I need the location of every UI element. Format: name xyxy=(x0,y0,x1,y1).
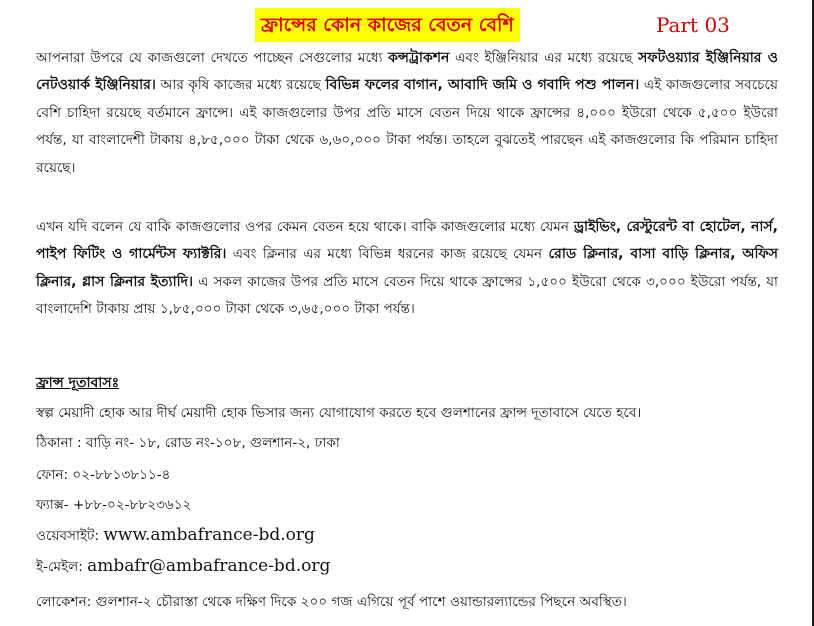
paragraph-text: এখন যদি বলেন যে বাকি কাজগুলোর ওপর কেমন বেতন হয়ে থাকে। বাকি কাজগুলোর মধ্যে যেমন xyxy=(36,219,574,235)
paragraph-text: আপনারা উপরে যে কাজগুলো দেখতে পাচ্ছেন সেগুলোর মধ্যে xyxy=(36,50,389,66)
highlight-construction: কন্সট্রাকশন xyxy=(388,50,450,66)
email-label: ই-মেইল: xyxy=(36,559,88,575)
embassy-fax: ফ্যাক্স- +৮৮-০২-৮৮২৩৬১২ xyxy=(36,497,192,513)
embassy-address: ঠিকানা : বাড়ি নং- ১৮, রোড নং-১০৮, গুলশান-২, ঢাকা xyxy=(36,435,340,451)
embassy-location: লোকেশন: গুলশান-২ চৌরাস্তা থেকে দক্ষিণ দিকে ২০০ গজ এগিয়ে পূর্ব পাশে ওয়ান্ডারল্যান্ডের পিছনে অবস্থিত। xyxy=(36,594,627,610)
highlight-agriculture-jobs: বিভিন্ন ফলের বাগান, আবাদি জমি ও গবাদি পশু পালন। xyxy=(325,77,640,94)
embassy-email-row xyxy=(36,552,330,581)
page-title: ফ্রান্সের কোন কাজের বেতন বেশি xyxy=(255,8,520,42)
paragraph-text: এ সকল কাজের উপর প্রতি মাসে বেতন দিয়ে থাকে ফ্রান্সের ১,৫০০ ইউরো থেকে ৩,০০০ ইউরো পর্যন্ত, যা বাংলাদেশি টাকায় প্রায় ১,৮৫,০০০ টাকা থেকে ৩,৬৫,০০০ টাকা পর্যন্ত। xyxy=(36,273,778,318)
paragraph-text: এবং ইঞ্জিনিয়ার এর মধ্যে রয়েছে xyxy=(449,50,639,66)
part-label: Part 03 xyxy=(656,13,730,37)
email-link[interactable]: ambafr@ambafrance-bd.org xyxy=(87,556,331,576)
highlight-cleaner-jobs: রোড ক্লিনার, বাসা বাড়ি ক্লিনার, অফিস ক্লিনার, গ্লাস ক্লিনার ইত্যাদি। xyxy=(36,246,779,290)
highlight-service-jobs: ড্রাইভিং, রেস্টুরেন্ট বা হোটেল, নার্স, পাইপ ফিটিং ও গার্মেন্টস ফ্যাক্টরি। xyxy=(36,219,778,263)
embassy-visa-note: স্বল্প মেয়াদী হোক আর দীর্ঘ মেয়াদী হোক ভিসার জন্য যোগাযোগ করতে হবে গুলশানের ফ্রান্স দূতাবাসে যেতে হবে। xyxy=(36,405,642,421)
paragraph-high-demand-jobs xyxy=(36,45,778,182)
paragraph-text: এই কাজগুলোর সবচেয়ে বেশি চাহিদা রয়েছে বর্তমানে ফ্রান্সে। এই কাজগুলোর উপর প্রতি মাসে বেতন দিয়ে থাকে ফ্রান্সের ৪,০০০ ইউরো থেকে ৫,৫০০ ইউরো পর্যন্ত, যা বাংলাদেশী টাকায় ৪,৮৫,০০০ টাকা থেকে ৬,৬০,০০০ টাকা পর্যন্ত। তাহলে বুঝতেই পারছেন এই কাজগুলোর কি পরিমান চাহিদা রয়েছে। xyxy=(36,77,778,176)
embassy-heading: ফ্রান্স দূতাবাসঃ xyxy=(36,375,120,391)
paragraph-other-jobs xyxy=(36,214,778,324)
embassy-phone: ফোন: ০২-৮৮১৩৮১১-৪ xyxy=(36,467,171,483)
website-link[interactable]: www.ambafrance-bd.org xyxy=(103,525,315,545)
paragraph-text: এবং ক্লিনার এর মধ্যে বিভিন্ন ধরনের কাজ রয়েছে যেমন xyxy=(226,246,549,263)
embassy-website-row xyxy=(36,521,315,550)
website-label: ওয়েবসাইট: xyxy=(36,528,104,544)
highlight-engineering-jobs: সফটওয়্যার ইঞ্জিনিয়ার ও নেটওয়ার্ক ইঞ্জিনিয়ার। xyxy=(36,50,778,94)
paragraph-text: আর কৃষি কাজের মধ্যে রয়েছে xyxy=(155,77,326,94)
